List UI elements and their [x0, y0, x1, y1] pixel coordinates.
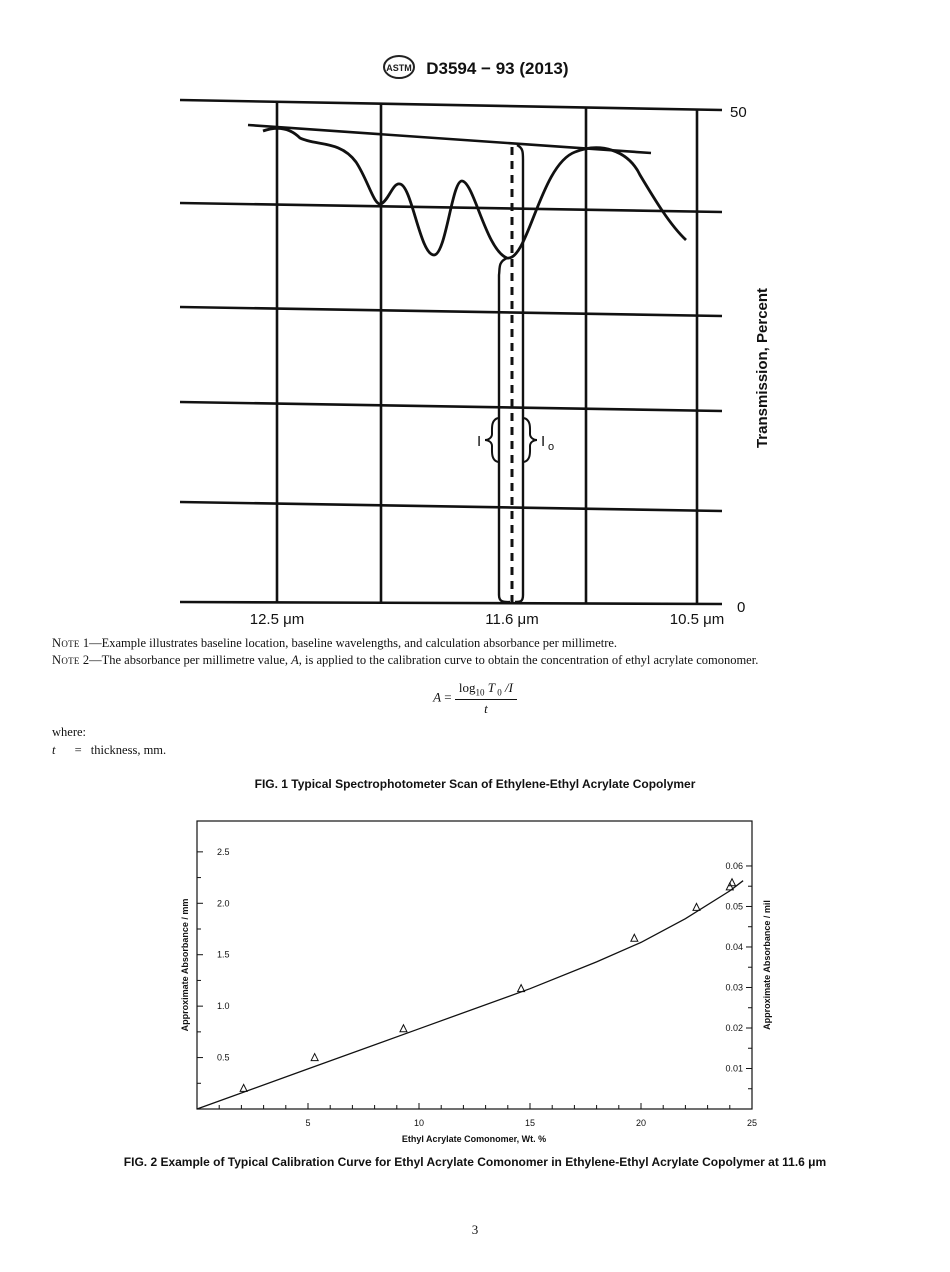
data-point: [311, 1054, 318, 1061]
astm-logo-text: ASTM: [385, 63, 412, 73]
plot-frame: [197, 821, 752, 1109]
y-axis-title-left: Approximate Absorbance / mm: [180, 898, 190, 1032]
standard-designation: D3594 − 93 (2013): [426, 58, 569, 78]
fig2-caption: FIG. 2 Example of Typical Calibration Curve for Ethyl Acrylate Comonomer in Ethylene-Ethyl Acrylate Copolymer at 11.6 μm: [123, 1155, 827, 1169]
note-1-text: 1—Example illustrates baseline location, baseline wavelengths, and calculation absorbance per millimetre.: [79, 636, 618, 650]
y-tick-label: 0.5: [217, 1052, 230, 1063]
label-io-sub: o: [548, 441, 555, 453]
y2-tick-label: 0.05: [725, 901, 743, 912]
where-def: thickness, mm.: [90, 743, 167, 757]
note-2-var: A: [291, 653, 299, 667]
y-tick-label: 1.5: [217, 949, 230, 960]
calibration-curve: [197, 881, 743, 1109]
data-point: [400, 1025, 407, 1032]
formula-equals: =: [441, 689, 455, 705]
note-2-rest: , is applied to the calibration curve to obtain the concentration of ethyl acrylate comonomer.: [298, 653, 759, 667]
data-point: [240, 1084, 247, 1091]
x-tick-label: 20: [635, 1118, 647, 1128]
label-io: I: [541, 433, 546, 450]
formula-denominator: t: [484, 700, 488, 716]
formula-over-i: /I: [501, 680, 513, 695]
chart-ticks: [197, 847, 757, 1128]
y-label-50: 50: [730, 104, 747, 121]
where-var: t: [52, 743, 56, 757]
y-tick-label: 2.0: [217, 898, 230, 909]
y-axis-title-right: Approximate Absorbance / mil: [762, 900, 772, 1030]
formula-lhs: A: [433, 689, 442, 705]
x-tick-label: 10: [413, 1118, 425, 1128]
y2-tick-label: 0.03: [725, 982, 743, 993]
y-tick-label: 1.0: [217, 1001, 230, 1012]
x-tick-label: 5: [305, 1118, 311, 1128]
fig1-caption: FIG. 1 Typical Spectrophotometer Scan of Ethylene-Ethyl Acrylate Copolymer: [254, 777, 696, 791]
data-points: [240, 879, 735, 1092]
y-tick-label: 2.5: [217, 846, 230, 857]
label-i: I: [477, 433, 482, 450]
data-point: [631, 934, 638, 941]
where-eq: =: [74, 743, 82, 757]
x-axis-title: Ethyl Acrylate Comonomer, Wt. %: [401, 1134, 547, 1144]
y-label-0: 0: [737, 599, 746, 616]
data-point: [693, 903, 700, 910]
note-1-prefix: Note: [52, 636, 80, 650]
page-number: 3: [471, 1222, 479, 1237]
x-label-12-5: 12.5 μm: [249, 611, 305, 628]
formula-t-sub: 0: [494, 687, 502, 698]
y2-tick-label: 0.01: [725, 1063, 743, 1074]
y2-tick-label: 0.04: [725, 941, 743, 952]
y2-tick-label: 0.06: [725, 860, 743, 871]
x-tick-label: 15: [524, 1118, 536, 1128]
y-axis-title: Transmission, Percent: [754, 287, 771, 449]
where-label: where:: [52, 725, 87, 739]
data-point: [518, 985, 525, 992]
formula-log: log: [458, 680, 476, 695]
note-2-prefix: Note: [52, 653, 80, 667]
formula-t: T: [484, 680, 495, 695]
y2-tick-label: 0.02: [725, 1022, 743, 1033]
formula-log-base: 10: [475, 687, 485, 698]
note-2-text: 2—The absorbance per millimetre value,: [79, 653, 292, 667]
x-tick-label: 25: [746, 1118, 758, 1128]
x-label-11-6: 11.6 μm: [485, 611, 539, 628]
x-label-10-5: 10.5 μm: [669, 611, 725, 628]
